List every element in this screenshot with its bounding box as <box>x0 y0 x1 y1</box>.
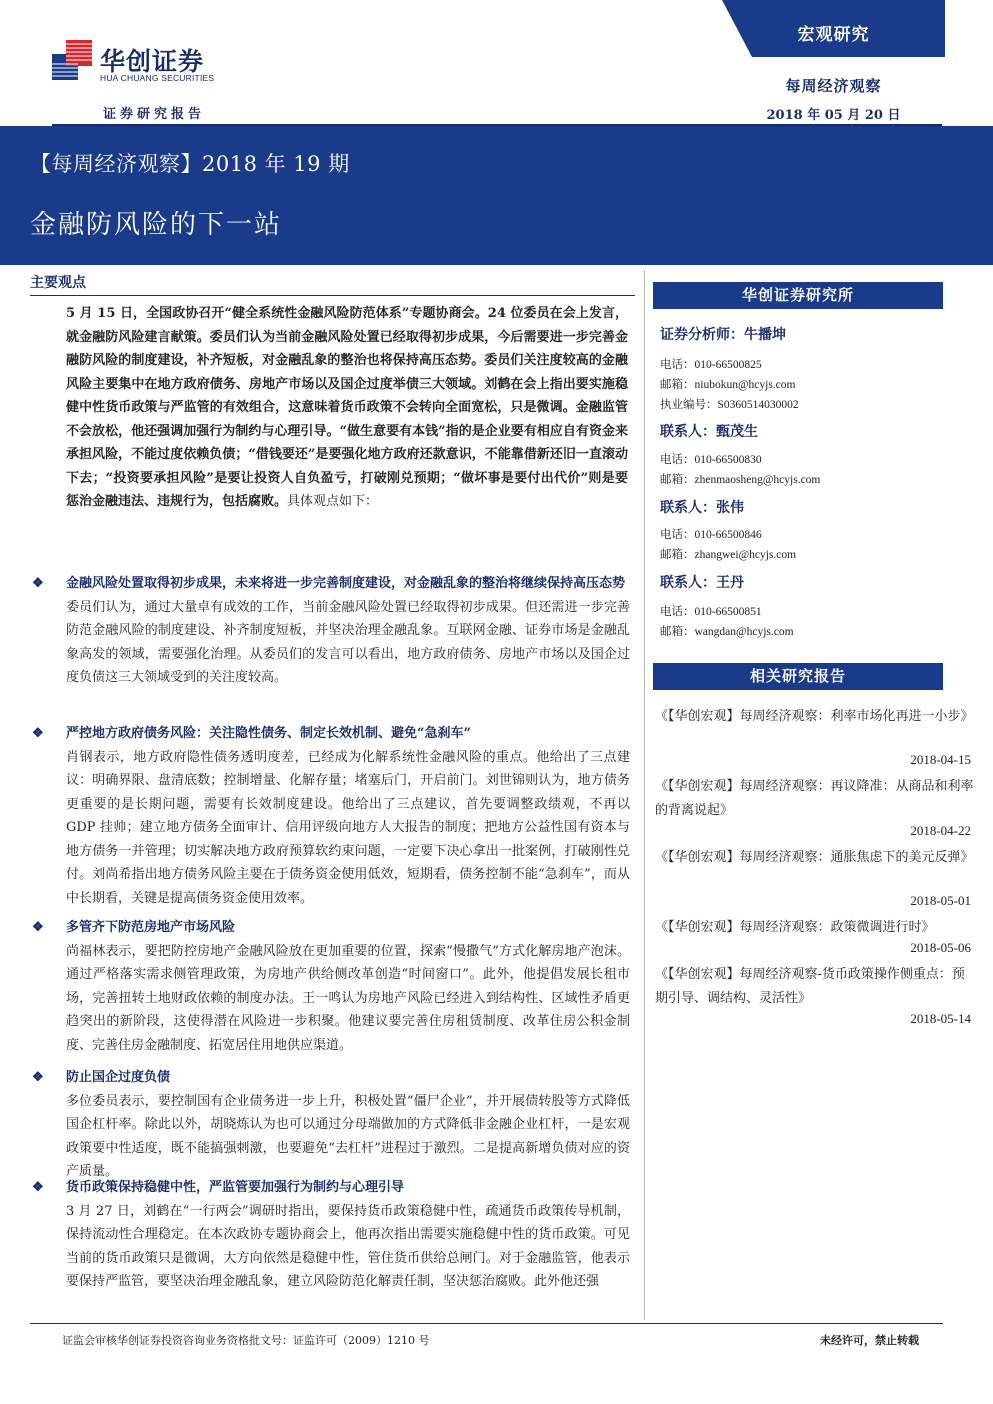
topic-section <box>30 572 630 690</box>
topic-body: 3 月 27 日，刘鹤在“一行两会”调研时指出，要保持货币政策稳健中性，疏通货币政策传导机制，保持流动性合理稳定。在本次政协专题协商会上，他再次指出需要实施稳健中性的货币政策。可见当前的货币政策只是微调，大方向依然是稳健中性，管住货币供给总闸门。对于金融监管，他表示要保持严监管，要坚决治理金融乱象，建立风险防范化解责任制，坚决惩治腐败。此外他还强 <box>66 1203 630 1289</box>
issue-title: 【每周经济观察】2018 年 19 期 <box>30 152 350 176</box>
intro-tail-text: 具体观点如下： <box>287 494 379 509</box>
related-report-link[interactable]: 《【华创宏观】每周经济观察：通胀焦虑下的美元反弹》 <box>655 850 974 865</box>
logo-mark-icon <box>52 40 92 82</box>
contact-email[interactable]: 邮箱：wangdan@hcyjs.com <box>660 624 794 638</box>
main-points-heading: 主要观点 <box>30 275 86 291</box>
page-title: 金融防风险的下一站 <box>30 210 283 240</box>
analyst-name: 证券分析师：牛播坤 <box>660 327 786 343</box>
topic-section <box>30 1066 630 1184</box>
related-report-link[interactable]: 《【华创宏观】每周经济观察：再议降准：从商品和利率的背离说起》 <box>655 779 974 818</box>
topic-section <box>30 916 630 1057</box>
analyst-phone: 电话：010-66500825 <box>660 357 762 371</box>
topic-title: 防止国企过度负债 <box>66 1070 171 1085</box>
report-date: 2018 年 05 月 20 日 <box>766 108 901 123</box>
diamond-bullet-icon: ❖ <box>32 1180 44 1195</box>
brand-name-cn: 华创证券 <box>100 47 205 76</box>
contact-name: 联系人：甄茂生 <box>660 424 758 440</box>
contact-name: 联系人：王丹 <box>660 575 744 591</box>
topic-body: 多位委员表示，要控制国有企业债务进一步上升，积极处置“僵尸企业”，并开展债转股等方式降低国企杠杆率。除此以外，胡晓炼认为也可以通过分母端做加的方式降低非金融企业杠杆，一是宏观政策要中性适度，既不能搞强刺激，也要避免“去杠杆”进程过于激烈。二是提高新增负债对应的资产质量。 <box>66 1093 630 1179</box>
related-report-link[interactable]: 《【华创宏观】每周经济观察：利率市场化再进一小步》 <box>655 709 974 724</box>
section-rule <box>30 295 635 296</box>
topic-title: 货币政策保持稳健中性，严监管要加强行为制约与心理引导 <box>66 1180 405 1195</box>
topic-body: 尚福林表示，要把防控房地产金融风险放在更加重要的位置，探索“慢撒气”方式化解房地产泡沫。通过严格落实需求侧管理政策，为房地产供给侧改革创造“时间窗口”。此外，他提倡发展长租市场，完善扭转土地财政依赖的制度办法。王一鸣认为房地产风险已经进入到结构性、区域性矛盾更趋突出的新阶段，这使得潜在风险进一步积聚。他建议要完善住房租赁制度、改革住房公积金制度、完善住房金融制度、拓宽居住用地供应渠道。 <box>66 943 630 1053</box>
intro-paragraph <box>66 302 628 514</box>
contact-phone: 电话：010-66500846 <box>660 527 762 541</box>
column-divider <box>644 270 645 1320</box>
contact-phone: 电话：010-66500851 <box>660 604 762 618</box>
related-report-link[interactable]: 《【华创宏观】每周经济观察：政策微调进行时》 <box>655 920 935 935</box>
related-report-date: 2018-05-01 <box>910 893 971 908</box>
category-label: 宏观研究 <box>797 25 870 45</box>
topic-title: 严控地方政府债务风险：关注隐性债务、制定长效机制、避免“急刹车” <box>66 726 471 741</box>
contact-name: 联系人：张伟 <box>660 500 744 516</box>
diamond-bullet-icon: ❖ <box>32 1070 44 1085</box>
institute-bar: 华创证券研究所 <box>653 282 943 309</box>
footer-rule <box>30 1323 943 1324</box>
topic-section <box>30 722 630 910</box>
footer-license-note: 证监会审核华创证券投资咨询业务资格批文号：证监许可（2009）1210 号 <box>62 1334 430 1347</box>
analyst-email[interactable]: 邮箱：niubokun@hcyjs.com <box>660 377 796 391</box>
title-banner <box>0 126 993 265</box>
topic-body: 委员们认为，通过大量卓有成效的工作，当前金融风险处置已经取得初步成果。但还需进一步完善防范金融风险的制度建设、补齐制度短板，并坚决治理金融乱象。互联网金融、证券市场是金融乱象高发的领域，需要强化治理。从委员们的发言可以看出，地方政府债务、房地产市场以及国企过度负债这三大领域受到的关注度较高。 <box>66 599 630 685</box>
related-report-date: 2018-05-06 <box>910 940 971 955</box>
analyst-license: 执业编号：S0360514030002 <box>660 397 799 411</box>
related-report-date: 2018-04-22 <box>910 823 971 838</box>
contact-phone: 电话：010-66500830 <box>660 452 762 466</box>
footer-copyright-note: 未经许可，禁止转载 <box>820 1334 919 1347</box>
report-type-label: 证券研究报告 <box>103 107 206 122</box>
brand-name-en: HUA CHUANG SECURITIES <box>100 73 215 83</box>
related-report-date: 2018-05-14 <box>910 1011 971 1026</box>
topic-body: 肖钢表示，地方政府隐性债务透明度差，已经成为化解系统性金融风险的重点。他给出了三点建议：明确界限、盘清底数；控制增量、化解存量；堵塞后门，开启前门。刘世锦则认为，地方债务更重要的是长期问题，需要有长效制度建设。他给出了三点建议，首先要调整政绩观，不再以 GDP 挂帅；建立地方债务全面审计、信用评级向地方人大报告的制度；把地方公益性国有资本与地方债务一并管理；切实解决地方政府预算软约束问题，一定要下决心拿出一批案例，打破刚性兑付。刘尚希指出地方债务风险主要在于债务资金使用低效，短期看，债务控制不能“急刹车”，而从中长期看，关键是提高债务资金使用效率。 <box>66 749 630 906</box>
intro-bold-text: 5 月 15 日，全国政协召开“健全系统性金融风险防范体系”专题协商会。24 位委员在会上发言，就金融防风险建言献策。委员们认为当前金融风险处置已经取得初步成果，今后需要进一步完善金融防风险的制度建设，补齐短板，对金融乱象的整治也将保持高压态势。委员们关注度较高的金融风险主要集中在地方政府债务、房地产市场以及国企过度举债三大领域。刘鹤在会上指出要实施稳健中性货币政策与严监管的有效组合，这意味着货币政策不会转向全面宽松，只是微调。金融监管不会放松，他还强调加强行为制约与心理引导。“做生意要有本钱”指的是企业要有相应自有资金来承担风险，不能过度依赖负债；“借钱要还”是要强化地方政府还款意识，不能靠借新还旧一直滚动下去；“投资要承担风险”是要让投资人自负盈亏，打破刚兑预期；“做坏事是要付出代价”则是要惩治金融违法、违规行为，包括腐败。 <box>66 306 628 509</box>
contact-email[interactable]: 邮箱：zhenmaosheng@hcyjs.com <box>660 472 821 486</box>
related-reports-bar: 相关研究报告 <box>653 663 943 690</box>
related-report-link[interactable]: 《【华创宏观】每周经济观察-货币政策操作侧重点：预期引导、调结构、灵活性》 <box>655 967 965 1006</box>
company-logo <box>52 40 237 95</box>
topic-section <box>30 1176 630 1318</box>
diamond-bullet-icon: ❖ <box>32 576 44 591</box>
diamond-bullet-icon: ❖ <box>32 920 44 935</box>
contact-email[interactable]: 邮箱：zhangwei@hcyjs.com <box>660 547 797 561</box>
topic-title: 多管齐下防范房地产市场风险 <box>66 920 236 935</box>
related-report-date: 2018-04-15 <box>910 752 971 767</box>
diamond-bullet-icon: ❖ <box>32 726 44 741</box>
series-name: 每周经济观察 <box>785 77 882 95</box>
topic-title: 金融风险处置取得初步成果，未来将进一步完善制度建设，对金融乱象的整治将继续保持高压态势 <box>66 576 626 591</box>
